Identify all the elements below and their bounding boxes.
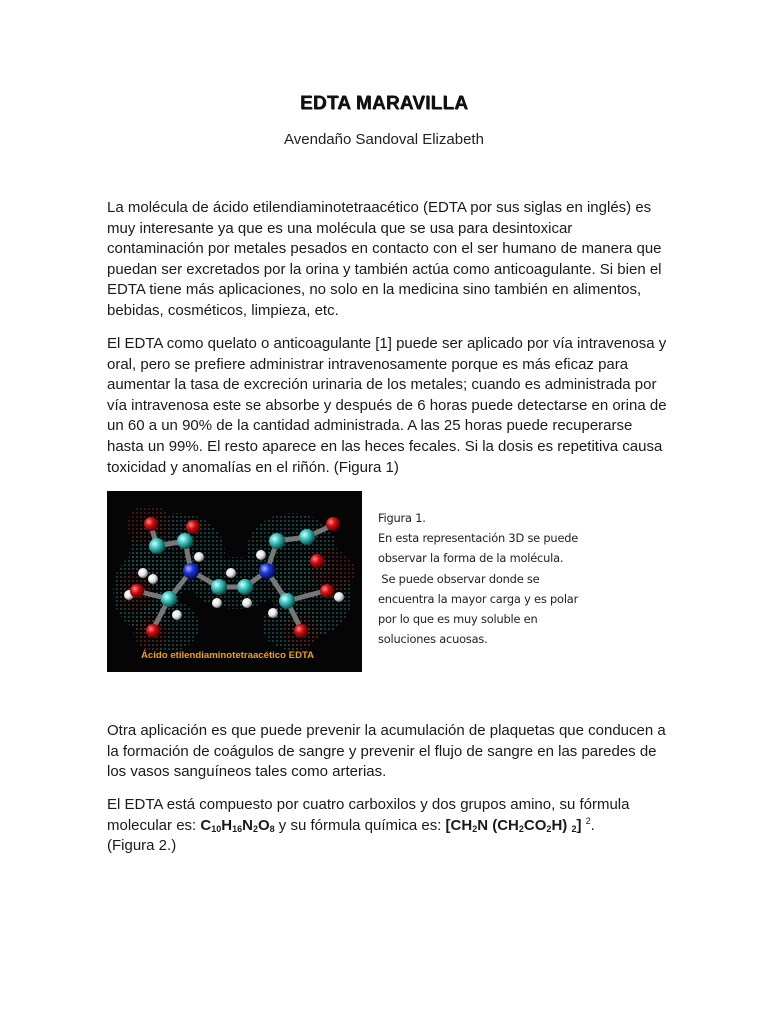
molecule-image-label: Ácido etilendiaminotetraacético EDTA <box>141 650 315 661</box>
formula-part: N (CH <box>477 816 519 834</box>
formula-subscript: 2 <box>518 823 524 834</box>
formula-subscript: 2 <box>571 823 577 834</box>
formula-subscript: 8 <box>269 823 275 834</box>
caption-line: Se puede observar donde se <box>378 571 540 586</box>
formula-subscript: 2 <box>546 823 552 834</box>
formula-subscript: 2 <box>252 823 258 834</box>
composition-middle: y su fórmula química es: <box>274 816 446 834</box>
paragraph-platelets: Otra aplicación es que puede prevenir la acumulación de plaquetas que conducen a la formación de coágulos de sangre y prevenir el flujo de sangre en las paredes de los vasos sanguíneos tales como arterias. <box>107 722 666 781</box>
chemical-formula <box>446 817 582 834</box>
author-name: Avendaño Sandoval Elizabeth <box>284 131 484 148</box>
formula-element: N <box>242 816 253 834</box>
formula-element: O <box>257 816 270 834</box>
paragraph-introduction: La molécula de ácido etilendiaminotetraacético (EDTA por sus siglas en inglés) es muy interesante ya que es una molécula que se usa para desintoxicar contaminación por metales pesados en contacto con el ser humano de manera que puedan ser excretados por la orina y también actúa como anticoagulante. Si bien el EDTA tiene más aplicaciones, no solo en la medicina sino también en alimentos, bebidas, cosméticos, limpieza, etc. <box>107 199 662 319</box>
document-title: EDTA MARAVILLA <box>299 93 469 114</box>
formula-subscript: 16 <box>232 823 243 834</box>
figure-1-caption <box>378 508 608 649</box>
paragraph-composition <box>107 795 667 857</box>
formula-element: H <box>221 816 233 834</box>
caption-line: encuentra la mayor carga y es polar <box>378 591 579 606</box>
caption-line: soluciones acuosas. <box>378 632 488 647</box>
caption-line: En esta representación 3D se puede <box>378 531 579 546</box>
formula-part: CO <box>523 816 547 834</box>
formula-trail: . <box>590 816 595 834</box>
caption-line: por lo que es muy soluble en <box>378 612 538 627</box>
caption-line: observar la forma de la molécula. <box>378 551 564 566</box>
paragraph-administration: El EDTA como quelato o anticoagulante [1] puede ser aplicado por vía intravenosa y oral, pero se prefiere administrar intravenosamente porque es más eficaz para aumentar la tasa de excreción urinaria de los metales; cuando es administrada por vía intravenosa este se absorbe y después de 6 horas puede detectarse en orina de un 60 a un 90% de la cantidad administrada. A las 25 horas puede recuperarse hasta un 99%. El resto aparece en las heces fecales. Si la dosis es repetitiva causa toxicidad y anomalías en el riñón. (Figura 1) <box>107 335 667 476</box>
edta-molecule-image <box>107 491 362 672</box>
formula-part: H) <box>551 816 572 834</box>
molecular-formula <box>200 817 274 834</box>
reference-superscript: 2 <box>585 815 591 826</box>
figure-2-reference: (Figura 2.) <box>107 837 177 855</box>
formula-part: ] <box>576 816 582 834</box>
formula-subscript: 10 <box>211 823 222 834</box>
formula-subscript: 2 <box>472 823 478 834</box>
composition-intro: El EDTA está compuesto por cuatro carboxilos y dos grupos amino, su fórmula molecular es: <box>107 796 630 834</box>
formula-part: [CH <box>445 816 473 834</box>
caption-line: Figura 1. <box>378 511 426 525</box>
formula-element: C <box>200 816 212 834</box>
